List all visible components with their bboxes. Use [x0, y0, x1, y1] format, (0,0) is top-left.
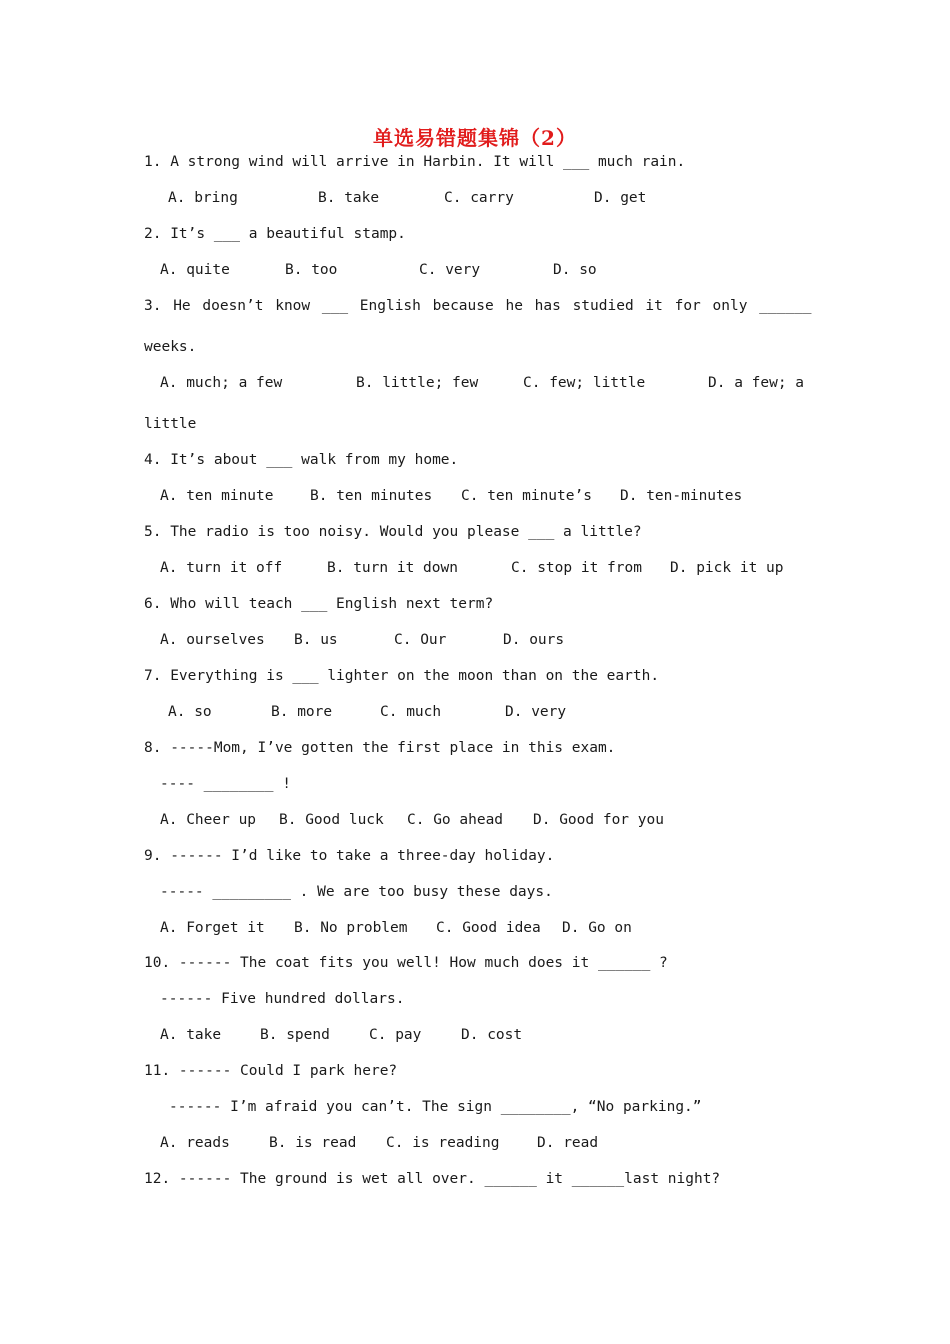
option-d: D. cost — [461, 1027, 523, 1043]
option-a: A. turn it off — [160, 560, 283, 576]
option-c: C. carry — [444, 190, 514, 206]
option-a: A. Cheer up — [160, 812, 257, 828]
option-b: B. is read — [269, 1135, 357, 1151]
question-7-stem: 7. Everything is ___ lighter on the moon than on the earth. — [144, 668, 660, 684]
question-11-stem: 11. ------ Could I park here? — [144, 1063, 398, 1079]
option-a: A. Forget it — [160, 920, 265, 936]
question-8-reply: ---- ________ ! — [160, 776, 291, 792]
option-a: A. ten minute — [160, 488, 274, 504]
question-1-stem: 1. A strong wind will arrive in Harbin. It will ___ much rain. — [144, 154, 686, 170]
option-c: C. Good idea — [436, 920, 541, 936]
option-d: D. ours — [503, 632, 565, 648]
question-10-reply: ------ Five hundred dollars. — [160, 991, 405, 1007]
option-b: B. spend — [260, 1027, 330, 1043]
option-b: B. ten minutes — [310, 488, 433, 504]
option-d: D. pick it up — [670, 560, 784, 576]
question-9-reply: ----- _________ . We are too busy these days. — [160, 884, 553, 900]
option-c: C. pay — [369, 1027, 422, 1043]
question-12-stem: 12. ------ The ground is wet all over. ______ it ______last night? — [144, 1171, 721, 1187]
option-a: A. reads — [160, 1135, 230, 1151]
question-3-stem: 3. He doesn’t know ___ English because he has studied it for only ______ — [144, 298, 812, 314]
option-d: D. get — [594, 190, 647, 206]
option-c: C. few; little — [523, 375, 646, 391]
option-c: C. Go ahead — [407, 812, 504, 828]
option-c: C. very — [419, 262, 481, 278]
option-b: B. No problem — [294, 920, 408, 936]
option-a: A. ourselves — [160, 632, 265, 648]
question-6-stem: 6. Who will teach ___ English next term? — [144, 596, 494, 612]
option-a: A. bring — [168, 190, 238, 206]
option-b: B. too — [285, 262, 338, 278]
option-a: A. quite — [160, 262, 230, 278]
question-4-stem: 4. It’s about ___ walk from my home. — [144, 452, 459, 468]
question-10-stem: 10. ------ The coat fits you well! How much does it ______ ? — [144, 955, 668, 971]
question-3-options-continuation: little — [144, 416, 197, 432]
question-5-stem: 5. The radio is too noisy. Would you please ___ a little? — [144, 524, 642, 540]
option-d: D. Go on — [562, 920, 632, 936]
option-b: B. take — [318, 190, 380, 206]
option-d: D. so — [553, 262, 597, 278]
option-c: C. ten minute’s — [461, 488, 592, 504]
option-d: D. very — [505, 704, 567, 720]
option-b: B. little; few — [356, 375, 479, 391]
option-c: C. stop it from — [511, 560, 642, 576]
option-a: A. take — [160, 1027, 222, 1043]
option-d: D. ten-minutes — [620, 488, 743, 504]
option-a: A. much; a few — [160, 375, 283, 391]
option-c: C. Our — [394, 632, 447, 648]
page-title: 单选易错题集锦（2） — [373, 126, 577, 150]
question-9-stem: 9. ------ I’d like to take a three-day holiday. — [144, 848, 555, 864]
option-c: C. is reading — [386, 1135, 500, 1151]
question-11-reply: ------ I’m afraid you can’t. The sign ________, “No parking.” — [169, 1099, 702, 1115]
option-b: B. more — [271, 704, 333, 720]
question-2-stem: 2. It’s ___ a beautiful stamp. — [144, 226, 406, 242]
option-b: B. us — [294, 632, 338, 648]
question-3-stem-continuation: weeks. — [144, 339, 197, 355]
option-d: D. read — [537, 1135, 599, 1151]
option-b: B. turn it down — [327, 560, 458, 576]
option-a: A. so — [168, 704, 212, 720]
question-8-stem: 8. -----Mom, I’ve gotten the first place in this exam. — [144, 740, 616, 756]
option-c: C. much — [380, 704, 442, 720]
option-b: B. Good luck — [279, 812, 384, 828]
option-d: D. Good for you — [533, 812, 664, 828]
option-d: D. a few; a — [708, 375, 805, 391]
